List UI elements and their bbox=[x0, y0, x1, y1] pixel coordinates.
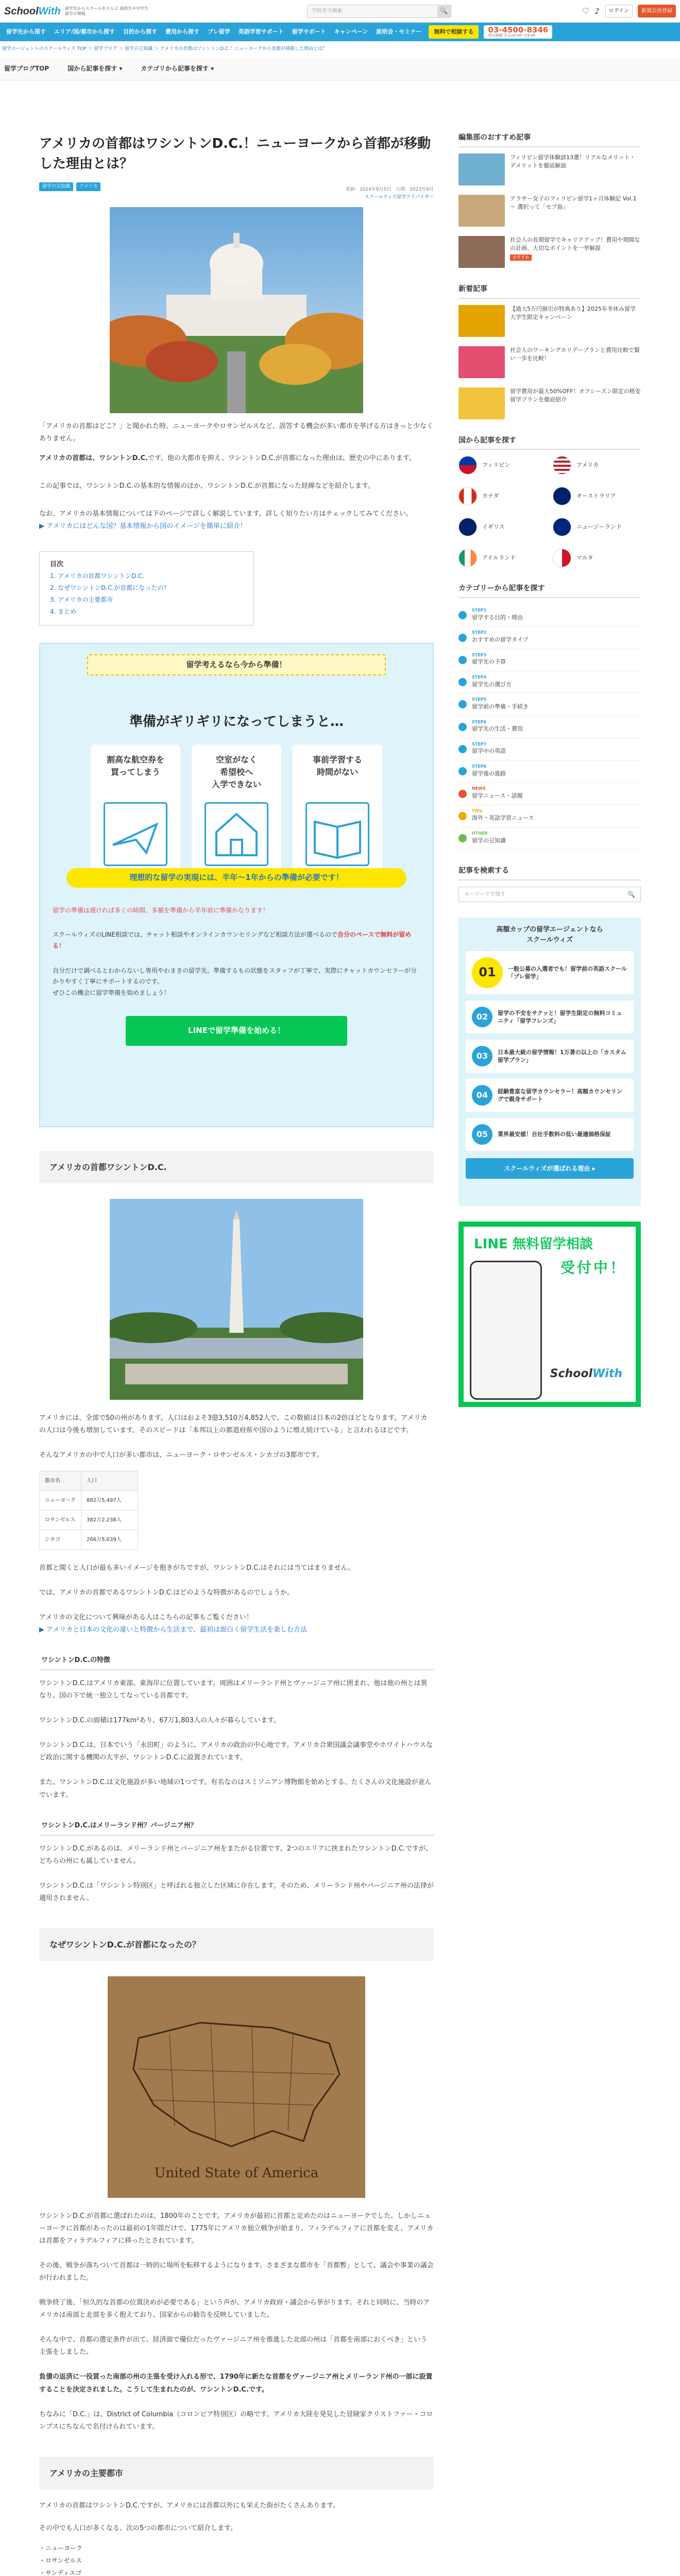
counsel-item[interactable]: 05 業界最安値！自社手数料の低い最適価格保証 bbox=[466, 1118, 634, 1151]
country-newzealand[interactable]: ニュージーランド bbox=[553, 518, 641, 536]
new-article[interactable]: 留学費用が最大50%OFF！オフシーズン限定の格安留学プランを徹底紹介 bbox=[458, 387, 641, 419]
article-title: アメリカの首都はワシントンD.C.！ニューヨークから首都が移動した理由とは？ bbox=[39, 136, 431, 172]
reasons-button[interactable]: スクールウィズが選ばれる理由 ▸ bbox=[466, 1158, 634, 1179]
table-row: ロサンゼルス 382万2,238人 bbox=[40, 1510, 138, 1530]
sidebar-heading: カテゴリーから記事を探す bbox=[458, 583, 641, 598]
table-header-row bbox=[40, 1471, 138, 1490]
header-links bbox=[582, 4, 676, 18]
step-icon bbox=[458, 700, 467, 708]
counsel-item[interactable]: 03 日本最大級の留学情報！1万著の以上の「カスタム留学プラン」 bbox=[466, 1040, 634, 1073]
breadcrumb[interactable]: 留学エージェントのスクールウィズ TOP ＞ 留学ブログ ＞ 留学の豆知識 ＞ アメリカの首都はワシントンD.C.！ニューヨークから首都が移動した理由とは？ bbox=[2, 46, 328, 52]
article-thumbnail bbox=[458, 236, 505, 268]
search-icon: 🔍 bbox=[627, 890, 635, 898]
toc-item[interactable]: 2. なぜワシントンD.C.が首都になったの？ bbox=[50, 584, 170, 592]
toc-title: 目次 bbox=[50, 561, 64, 569]
body-paragraph: ワシントンD.C.は「ワシントン特別区」と呼ばれる独立した区域に存在します。そのため、メリーランド州やバージニア州の法律が適用されません。 bbox=[39, 1882, 434, 1902]
country-malta[interactable]: マルタ bbox=[553, 549, 641, 567]
line-banner-title: LINE 無料留学相談 bbox=[474, 1236, 593, 1252]
promo-headline: 準備がギリギリになってしまうと… bbox=[129, 714, 344, 730]
category-list bbox=[458, 604, 641, 850]
country-grid bbox=[458, 456, 641, 567]
global-nav bbox=[0, 23, 680, 41]
promo-paragraph: 自分だけで調べるとわからないし専用やわまきの留学先、準備するもの状態をスタッフが丁寧で、実際にチャットカウンセラーが分かりやすく丁寧にサポートするのです。 bbox=[53, 967, 417, 986]
body-paragraph: また、ワシントンD.C.は文化施設が多い地域の1つです。有名なのはスミソニアン博物館を始めとする、たくさんの文化施設が並んでいます。 bbox=[39, 1778, 432, 1799]
washington-photo bbox=[110, 1199, 363, 1400]
table-header: 都市名 bbox=[40, 1471, 81, 1490]
category-item[interactable]: OTHER 留学の豆知識 bbox=[458, 827, 641, 850]
toc-item[interactable]: 1. アメリカの首都ワシントンD.C. bbox=[50, 572, 145, 580]
body-paragraph: ワシントンD.C.は、日本でいう「永田町」のように、アメリカの政治の中心地です。アメリカ合衆国議会議事堂やホワイトハウスなど政治に関する機関の大半が、ワシントンD.C.に設置されています。 bbox=[39, 1741, 433, 1762]
category-item[interactable]: STEP8 留学後の進路 bbox=[458, 760, 641, 783]
nav-item[interactable]: ブレ留学 bbox=[208, 28, 230, 35]
counsel-item[interactable]: 02 留学の不安をサクッと！留学生限定の無料コミュニティ「留学フレンズ」 bbox=[466, 1001, 634, 1033]
body-paragraph: アメリカの文化について興味がある人はこちらの記事もご覧ください！ bbox=[39, 1614, 253, 1622]
step-icon bbox=[458, 790, 467, 798]
body-paragraph: ちなみに「D.C.」は、District of Columbia（コロンビア特別区）の略です。アメリカ大陸を発見した冒険家クリストファー・コロンブスにちなんで名付けられています。 bbox=[39, 2410, 433, 2431]
sidebar-heading: 新着記事 bbox=[458, 283, 641, 299]
subnav-blog-top[interactable]: 留学ブログTOP bbox=[4, 65, 49, 73]
bell-icon[interactable]: ♪ bbox=[594, 6, 600, 16]
country-canada[interactable]: カナダ bbox=[458, 487, 547, 505]
step-icon bbox=[458, 812, 467, 820]
line-start-button[interactable]: LINEで留学準備を始める！ bbox=[126, 1016, 347, 1046]
subnav-category[interactable]: カテゴリから記事を探す ▾ bbox=[141, 65, 214, 73]
step-icon bbox=[458, 834, 467, 842]
new-article[interactable]: 社会人のワーキングホリデープランと費用比較で賢い一歩を比較！ bbox=[458, 346, 641, 378]
nav-item[interactable]: 目的から探す bbox=[123, 28, 158, 35]
body-paragraph: ワシントンD.C.はアメリカ東部、東海岸に位置しています。周囲はメリーランド州とヴァージニア州に囲まれ、他は他の州とは異なり、国の下で統一独立してなっている首都です。 bbox=[39, 1680, 428, 1700]
step-icon bbox=[458, 678, 467, 686]
counsel-item[interactable]: 04 経験豊富な留学カウンセラー！高額カウンセリングで親身サポート bbox=[466, 1079, 634, 1112]
category-item[interactable]: STEP4 留学先の選び方 bbox=[458, 671, 641, 693]
site-header bbox=[0, 0, 680, 23]
article bbox=[39, 134, 434, 2576]
section-heading: なぜワシントンD.C.が首都になったの？ bbox=[39, 1928, 434, 1961]
population-table bbox=[39, 1471, 138, 1550]
flag-icon bbox=[553, 456, 571, 474]
city-list bbox=[39, 2542, 434, 2576]
signup-button[interactable]: 新規会員登録 bbox=[638, 5, 676, 18]
body-paragraph: ワシントンD.C.の面積は177km²あり、67万1,803人の人々が暮らしています。 bbox=[39, 1717, 280, 1725]
nav-item[interactable]: エリア/国/都市から探す bbox=[54, 28, 115, 35]
category-item[interactable]: STEP5 留学前の準備・手続き bbox=[458, 693, 641, 716]
body-paragraph: その中でも人口が多くなる、次の5つの都市について紹介します。 bbox=[39, 2524, 237, 2532]
table-row: ニューヨーク 882万5,497人 bbox=[40, 1490, 138, 1510]
step-icon bbox=[458, 767, 467, 775]
step-icon bbox=[458, 611, 467, 619]
nav-item[interactable]: 費用から探す bbox=[165, 28, 200, 35]
flag-icon bbox=[458, 549, 477, 567]
intro-paragraph: なお、アメリカの基本情報については下のページで詳しく解説しています。詳しく知りたい方はチェックしてみてください。 bbox=[39, 510, 413, 518]
category-item[interactable]: STEP7 留学中の英語 bbox=[458, 738, 641, 760]
promo-note: 理想的な留学の実現には、半年〜1年からの準備が必要です！ bbox=[66, 868, 406, 888]
table-row: シカゴ 266万5,039人 bbox=[40, 1530, 138, 1549]
site-logo[interactable]: SchoolWith bbox=[4, 5, 61, 17]
country-usa[interactable]: アメリカ bbox=[553, 456, 641, 474]
subnav-country[interactable]: 国から記事を探す ▾ bbox=[67, 65, 123, 73]
airplane-icon bbox=[104, 802, 167, 866]
article-thumbnail bbox=[458, 154, 505, 185]
promo-paragraph: スクールウィズのLINE相談では、チャット相談やオンラインカウンセリングなど相談方法が選べるので自分のペースで無料が留める！ bbox=[53, 931, 412, 950]
badge: おすすめ bbox=[510, 255, 532, 261]
line-banner-sub: 受付中！ bbox=[560, 1259, 626, 1277]
sidebar-heading: 国から記事を探す bbox=[458, 435, 641, 450]
step-icon bbox=[458, 723, 467, 731]
section-heading: アメリカの主要都市 bbox=[39, 2457, 434, 2489]
article-thumbnail bbox=[458, 195, 505, 227]
promo-card: 事前学習する 時間がない bbox=[293, 744, 382, 884]
category-item[interactable]: STEP2 おすすめの留学タイプ bbox=[458, 626, 641, 649]
body-paragraph: そんな中で、首都の選定条件が出て、経済面で優位だったヴァージニア州を推進した北部の州は「首都を南部におくべき」という主張をしました。 bbox=[39, 2336, 428, 2357]
line-promo-box bbox=[39, 643, 434, 1127]
flag-icon bbox=[553, 487, 571, 505]
map-caption: United State of America bbox=[154, 2165, 319, 2181]
nav-item[interactable]: 英語学習サポート bbox=[238, 28, 284, 35]
nav-item[interactable]: キャンペーン bbox=[334, 28, 368, 35]
intro-paragraph: この記事では、ワシントンD.C.の基本的な情報のほか、ワシントンD.C.が首都になった経緯などを紹介します。 bbox=[39, 482, 375, 490]
phone-icon bbox=[470, 1261, 542, 1400]
promo-card: 割高な航空券を 買ってしまう bbox=[91, 744, 180, 884]
step-icon bbox=[458, 634, 467, 642]
promo-banner: 留学考えるなら今から準備！ bbox=[87, 654, 386, 676]
promo-cards bbox=[53, 744, 420, 884]
article-thumbnail bbox=[458, 346, 505, 378]
phone-number[interactable]: 03-4500-8346 受付時間 平日10:00〜19:00 bbox=[484, 25, 552, 39]
section-heading: アメリカの首都ワシントンD.C. bbox=[39, 1151, 434, 1183]
search-icon[interactable]: 🔍 bbox=[437, 5, 451, 18]
country-philippines[interactable]: フィリピン bbox=[458, 456, 547, 474]
body-paragraph: その後、戦争が落ちついて首都は一時的に場所を転移するようになります。さまざまな都市を「首都暫」として、議会や事業の議会が行われました。 bbox=[39, 2262, 434, 2282]
new-article[interactable]: 【過大5万円割引が特典あり】2025年冬休み留学大学生限定キャンペーン bbox=[458, 305, 641, 337]
article-date: 更新：2024年8月5日 公開：2023年8月 bbox=[346, 187, 434, 193]
body-paragraph: では、アメリカの首都であるワシントンD.C.はどのような特徴があるのでしょうか。 bbox=[39, 1589, 294, 1597]
body-paragraph: ワシントンD.C.が首都に選ばれたのは、1800年のことです。アメリカが最初に首都と定めたのはニューヨークでした。しかしニューヨークに首都があったのは最初の1年間だけで、1775年にアメリカ独立戦争が始まり、フィラデルフィアに首都を変え、アメリカは首都をフィラデルフィアに移ったとされています。 bbox=[39, 2212, 434, 2245]
flag-icon bbox=[458, 487, 477, 505]
promo-card: 空室がなく 希望校へ 入学できない bbox=[192, 744, 281, 884]
body-paragraph: アメリカには、全部で50の州があります。人口はおよそ3億3,510万4,852人で、この数値は日本の2倍ほどとなります。アメリカの人口は今後も増加しています。そのスピードは「本邦以上の都道府県や国のように増え続けている」と言われるほどです。 bbox=[39, 1414, 428, 1434]
nav-item[interactable]: 留学サポート bbox=[292, 28, 326, 35]
recommended-article[interactable]: フィリピン留学体験談13選！リアルなメリット・デメリットを徹底解説 bbox=[458, 154, 641, 185]
body-paragraph: 首都と聞くと人口が最も多いイメージを抱きがちですが、ワシントンD.C.はそれには当てはまりません。 bbox=[39, 1564, 355, 1572]
category-item[interactable]: STEP3 留学先の予算 bbox=[458, 649, 641, 671]
promo-paragraph: 留学の準備は遅ければ多くの時間、多額を準備から半年前に準備かなります！ bbox=[53, 906, 269, 914]
login-button[interactable]: ログイン bbox=[605, 5, 633, 18]
search-placeholder: 学校名で検索 bbox=[311, 8, 343, 14]
header-search-input[interactable] bbox=[307, 5, 451, 18]
usa-map-image bbox=[108, 1976, 365, 2198]
step-icon bbox=[458, 745, 467, 753]
counsel-title: 高額カップの留学エージェントなら スクールウィズ bbox=[496, 926, 603, 944]
body-paragraph: そんなアメリカの中で人口が多い都市は、ニューヨーク・ロサンゼルス・シカゴの3都市です。 bbox=[39, 1451, 324, 1459]
related-link[interactable]: ▶ アメリカにはどんな国？基本情報から国のイメージを簡単に紹介！ bbox=[39, 522, 247, 531]
recommended-article[interactable]: アラサー女子のフィリピン留学1ヶ月体験記 Vol.1 〜 選択って「セブ島」 bbox=[458, 195, 641, 227]
body-paragraph: アメリカの首都はワシントンD.C.ですが、アメリカには首都以外にも栄えた街がたくさんあります。 bbox=[39, 2501, 340, 2510]
sidebar-heading: 編集部のおすすめ記事 bbox=[458, 132, 641, 147]
tag[interactable]: アメリカ bbox=[76, 182, 100, 191]
blog-subnav bbox=[0, 58, 680, 80]
book-icon bbox=[305, 802, 369, 866]
intro-paragraph: アメリカの首都は、ワシントンD.C.です。他の大都市を抑え、ワシントンD.C.が首都になった理由は、歴史の中にあります。 bbox=[39, 454, 416, 463]
line-banner-logo: SchoolWith bbox=[550, 1367, 622, 1380]
capitol-photo bbox=[110, 207, 363, 413]
toc-item[interactable]: 4. まとめ bbox=[50, 607, 77, 615]
article-thumbnail bbox=[458, 387, 505, 419]
counsel-panel bbox=[458, 918, 641, 1206]
category-item[interactable]: STEP1 留学する目的・理由 bbox=[458, 604, 641, 626]
flag-icon bbox=[458, 456, 477, 474]
flag-icon bbox=[553, 518, 571, 536]
sidebar bbox=[458, 132, 641, 1407]
article-author[interactable]: スクールウィズ留学アドバイザー bbox=[364, 194, 434, 200]
country-australia[interactable]: オーストラリア bbox=[553, 487, 641, 505]
related-link[interactable]: ▶ アメリカと日本の文化の違いと特徴から生活まで、最初は面白く留学生活を楽しむ方法 bbox=[39, 1626, 307, 1634]
subsection-heading: ワシントンD.C.はメリーランド州？バージニア州？ bbox=[39, 1817, 434, 1836]
toc-item[interactable]: 3. アメリカの主要都市 bbox=[50, 596, 113, 604]
table-header: 人口 bbox=[81, 1471, 138, 1490]
counsel-item[interactable]: 01 一般公募の入選者でも！留学前の英語スクール「プレ留学」 bbox=[466, 951, 634, 994]
free-consult-button[interactable]: 無料で相談する bbox=[429, 25, 479, 39]
flag-icon bbox=[458, 518, 477, 536]
subsection-heading: ワシントンD.C.の特徴 bbox=[39, 1652, 434, 1670]
category-item[interactable]: STEP6 留学先の生活・費用 bbox=[458, 716, 641, 738]
tag[interactable]: 留学の豆知識 bbox=[39, 182, 73, 191]
nav-item[interactable]: 留学先から探す bbox=[6, 28, 46, 35]
promo-paragraph: ぜひこの機会に留学準備を始めましょう！ bbox=[53, 989, 171, 996]
sidebar-search-input[interactable]: キーワードで探す 🔍 bbox=[458, 887, 641, 902]
heart-icon[interactable]: ♡ bbox=[582, 6, 590, 16]
flag-icon bbox=[553, 549, 571, 567]
intro-paragraph: 「アメリカの首都はどこ？」と聞かれた時、ニューヨークやロサンゼルスなど、誤答する機会が多い都市を挙げる方はきっと少なくありません。 bbox=[39, 422, 434, 443]
step-icon bbox=[458, 656, 467, 664]
country-ireland[interactable]: アイルランド bbox=[458, 549, 547, 567]
body-paragraph: ワシントンD.C.があるのは、メリーランド州とバージニア州をまたがる位置です。2つのエリアに挟まれたワシントンD.C.ですが、どちらの州にも属していません。 bbox=[39, 1844, 433, 1865]
country-uk[interactable]: イギリス bbox=[458, 518, 547, 536]
body-paragraph: 戦争終了後、「恒久的な首都の位置決めが必要である」という声が、アメリカ政府・議会から挙がります。それと同時に、当時のアメリカは南部と北部を多く抱えており、国家からの勧告を反映していました。 bbox=[39, 2299, 430, 2319]
logo-tagline: 留学先からスクールをえらぶ 高校生や中学生留学の情報 bbox=[64, 6, 149, 16]
sidebar-heading: 記事を検索する bbox=[458, 865, 641, 880]
body-paragraph: 負債の返済に一役買った南部の州の主張を受け入れる形で、1790年に新たな首都をヴァージニア州とメリーランド州の一部に設置することを決定されました。こうして生まれたのが、ワシントンD.C.です。 bbox=[39, 2373, 433, 2394]
school-icon bbox=[205, 802, 268, 866]
recommended-article[interactable]: 社会人の長期留学でキャリアアップ！費用や期間なの計画、大切なポイントを一挙解説 おすすめ bbox=[458, 236, 641, 268]
article-thumbnail bbox=[458, 305, 505, 337]
list-item: ・ロサンゼルス bbox=[39, 2556, 82, 2564]
line-consult-banner[interactable] bbox=[458, 1222, 641, 1407]
category-item[interactable]: TIPS 海外・英語学習ニュース bbox=[458, 805, 641, 827]
list-item: ・サンディエゴ bbox=[39, 2569, 82, 2576]
category-item[interactable]: NEWS 留学ニュース・話題 bbox=[458, 783, 641, 805]
list-item: ・ニューヨーク bbox=[39, 2544, 83, 2552]
nav-item[interactable]: 説明会・セミナー bbox=[376, 28, 422, 35]
table-of-contents bbox=[39, 551, 253, 625]
